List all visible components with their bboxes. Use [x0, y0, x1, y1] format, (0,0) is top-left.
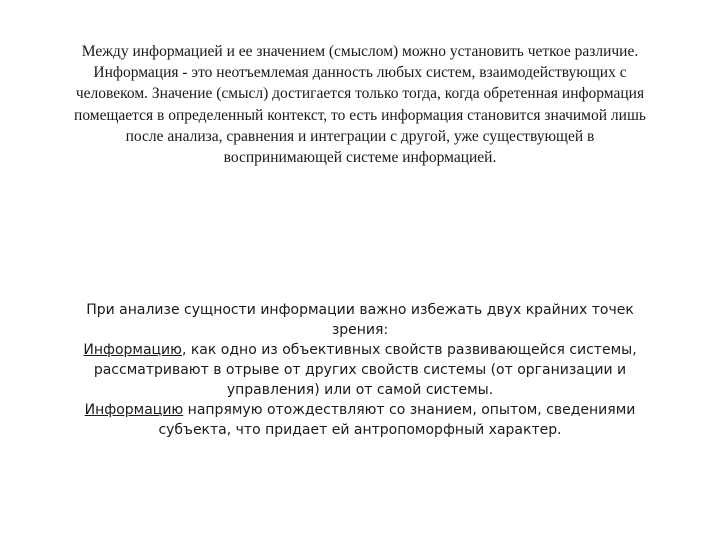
viewpoint-item-2-text: напрямую отождествляют со знанием, опытом, сведениями субъекта, что придает ей антропоморфный характер.: [158, 402, 636, 438]
viewpoint-item-1: [60, 340, 660, 400]
viewpoint-item-1-text: , как одно из объективных свойств развивающейся системы, рассматривают в отрыве от других свойств системы (от организации и управления) или от самой системы.: [93, 342, 637, 398]
viewpoint-item-2: [60, 400, 660, 440]
viewpoints-intro: При анализе сущности информации важно избежать двух крайних точек зрения:: [86, 302, 634, 338]
definition-paragraph: Между информацией и ее значением (смыслом) можно установить четкое различие. Информация - это неотъемлемая данность любых систем, взаимодействующих с человеком. Значение (смысл) достигается только тогда, когда обретенная информация помещается в определенный контекст, то есть информация становится значимой лишь после анализа, сравнения и интеграции с другой, уже существующей в воспринимающей системе информацией.: [74, 43, 646, 167]
information-link-1[interactable]: Информацию: [83, 342, 182, 358]
viewpoints-paragraph: [60, 300, 660, 440]
information-link-2[interactable]: Информацию: [84, 402, 184, 418]
